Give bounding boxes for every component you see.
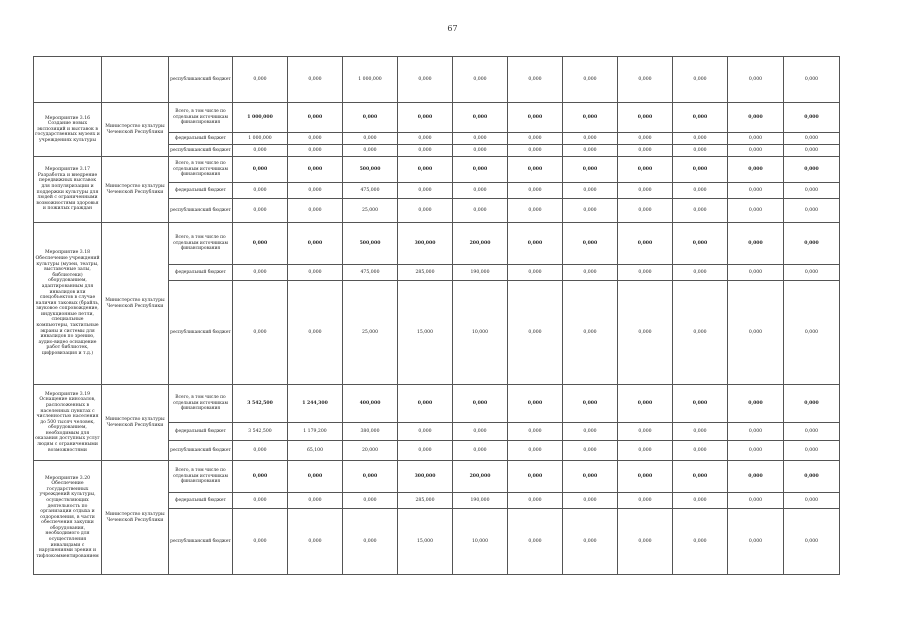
value-cell: 0,000 xyxy=(728,223,784,265)
value-cell: 0,000 xyxy=(784,509,840,575)
value-cell: 0,000 xyxy=(563,223,618,265)
table-row xyxy=(34,57,840,103)
value-cell: 0,000 xyxy=(673,509,728,575)
funding-source-cell: Всего, в том числе по отдельным источникам финансирования xyxy=(169,157,233,183)
value-cell: 0,000 xyxy=(233,157,288,183)
table-row xyxy=(34,157,840,183)
value-cell: 0,000 xyxy=(398,145,453,157)
value-cell: 0,000 xyxy=(618,461,673,493)
value-cell: 1 179,200 xyxy=(288,423,343,441)
funding-source-cell: республиканский бюджет xyxy=(169,145,233,157)
value-cell: 0,000 xyxy=(508,509,563,575)
value-cell: 3 542,500 xyxy=(233,385,288,423)
value-cell: 1 000,000 xyxy=(343,57,398,103)
value-cell: 65,100 xyxy=(288,441,343,461)
value-cell: 0,000 xyxy=(673,385,728,423)
value-cell: 0,000 xyxy=(233,441,288,461)
value-cell: 0,000 xyxy=(233,223,288,265)
value-cell: 0,000 xyxy=(673,145,728,157)
value-cell: 475,000 xyxy=(343,183,398,199)
executor-cell xyxy=(102,57,169,103)
value-cell: 0,000 xyxy=(728,183,784,199)
value-cell: 0,000 xyxy=(728,493,784,509)
value-cell: 0,000 xyxy=(453,133,508,145)
value-cell: 0,000 xyxy=(618,423,673,441)
value-cell: 285,000 xyxy=(398,265,453,281)
value-cell: 0,000 xyxy=(673,133,728,145)
value-cell: 0,000 xyxy=(288,103,343,133)
value-cell: 15,000 xyxy=(398,281,453,385)
value-cell: 0,000 xyxy=(673,103,728,133)
value-cell: 0,000 xyxy=(784,133,840,145)
value-cell: 0,000 xyxy=(618,223,673,265)
value-cell: 0,000 xyxy=(728,281,784,385)
value-cell: 0,000 xyxy=(563,57,618,103)
value-cell: 0,000 xyxy=(288,265,343,281)
value-cell: 0,000 xyxy=(398,385,453,423)
value-cell: 0,000 xyxy=(508,183,563,199)
value-cell: 0,000 xyxy=(398,133,453,145)
value-cell: 0,000 xyxy=(508,385,563,423)
measure-cell: Мероприятие 3.20 Обеспечение государственных учреждений культуры, осуществляющих деятельность по организации отдыха и оздоровления, в части обеспечения закупки оборудования, необходимого для осуществления инвалидами с нарушениями зрения и тифлокомментированием xyxy=(34,461,102,575)
value-cell: 10,000 xyxy=(453,509,508,575)
table-row xyxy=(34,103,840,133)
value-cell: 0,000 xyxy=(288,133,343,145)
value-cell: 0,000 xyxy=(288,493,343,509)
value-cell: 0,000 xyxy=(453,183,508,199)
value-cell: 0,000 xyxy=(288,57,343,103)
executor-cell: Министерство культуры Чеченской Республики xyxy=(102,461,169,575)
value-cell: 0,000 xyxy=(288,509,343,575)
value-cell: 0,000 xyxy=(563,423,618,441)
value-cell: 0,000 xyxy=(233,145,288,157)
value-cell: 0,000 xyxy=(728,265,784,281)
value-cell: 0,000 xyxy=(673,441,728,461)
page-number: 67 xyxy=(447,24,458,33)
value-cell: 3 542,500 xyxy=(233,423,288,441)
funding-source-cell: Всего, в том числе по отдельным источникам финансирования xyxy=(169,223,233,265)
executor-cell: Министерство культуры Чеченской Республики xyxy=(102,157,169,223)
value-cell: 0,000 xyxy=(343,133,398,145)
value-cell: 0,000 xyxy=(728,385,784,423)
value-cell: 0,000 xyxy=(728,145,784,157)
value-cell: 0,000 xyxy=(398,57,453,103)
value-cell: 0,000 xyxy=(673,183,728,199)
value-cell: 0,000 xyxy=(508,199,563,223)
value-cell: 500,000 xyxy=(343,223,398,265)
value-cell: 0,000 xyxy=(288,461,343,493)
value-cell: 0,000 xyxy=(453,157,508,183)
value-cell: 0,000 xyxy=(343,493,398,509)
value-cell: 0,000 xyxy=(673,281,728,385)
value-cell: 0,000 xyxy=(233,57,288,103)
funding-source-cell: республиканский бюджет xyxy=(169,441,233,461)
value-cell: 20,000 xyxy=(343,441,398,461)
value-cell: 0,000 xyxy=(618,103,673,133)
value-cell: 0,000 xyxy=(563,183,618,199)
value-cell: 1 000,000 xyxy=(233,103,288,133)
value-cell: 0,000 xyxy=(508,223,563,265)
value-cell: 0,000 xyxy=(508,493,563,509)
measure-cell: Мероприятие 3.18 Обеспечение учреждений культуры (музеи, театры, выставочные залы, библиотеки) оборудованием, адаптированным для инвалидов или спецобъектов в случае наличия таковых (брайль, звуковое сопровождение, индукционные петли, специальные компьютеры, тактильные экраны и системы для инвалидов по зрению, аудио-видео оснащение работ библиотек, цифровизация и т.д.) xyxy=(34,223,102,385)
value-cell: 0,000 xyxy=(563,441,618,461)
value-cell: 0,000 xyxy=(618,509,673,575)
funding-source-cell: Всего, в том числе по отдельным источникам финансирования xyxy=(169,461,233,493)
value-cell: 0,000 xyxy=(784,385,840,423)
value-cell: 0,000 xyxy=(673,157,728,183)
value-cell: 0,000 xyxy=(563,103,618,133)
value-cell: 0,000 xyxy=(453,103,508,133)
value-cell: 0,000 xyxy=(398,183,453,199)
value-cell: 25,000 xyxy=(343,281,398,385)
executor-cell: Министерство культуры Чеченской Республики xyxy=(102,223,169,385)
measure-cell: Мероприятие 3.19 Оснащение кинозалов, расположенных в населенных пунктах с численностью населения до 500 тысяч человек, оборудованием, необходимым для оказания доступных услуг людям с ограниченными возможностями xyxy=(34,385,102,461)
value-cell: 0,000 xyxy=(618,183,673,199)
value-cell: 1 244,300 xyxy=(288,385,343,423)
value-cell: 0,000 xyxy=(288,183,343,199)
value-cell: 0,000 xyxy=(508,103,563,133)
value-cell: 0,000 xyxy=(398,103,453,133)
value-cell: 0,000 xyxy=(508,441,563,461)
value-cell: 0,000 xyxy=(453,199,508,223)
value-cell: 0,000 xyxy=(673,493,728,509)
value-cell: 300,000 xyxy=(398,461,453,493)
value-cell: 0,000 xyxy=(784,57,840,103)
value-cell: 0,000 xyxy=(508,281,563,385)
value-cell: 0,000 xyxy=(563,461,618,493)
value-cell: 0,000 xyxy=(508,461,563,493)
value-cell: 0,000 xyxy=(563,385,618,423)
funding-source-cell: федеральный бюджет xyxy=(169,183,233,199)
value-cell: 0,000 xyxy=(618,493,673,509)
value-cell: 0,000 xyxy=(784,183,840,199)
value-cell: 0,000 xyxy=(563,157,618,183)
value-cell: 0,000 xyxy=(728,133,784,145)
value-cell: 0,000 xyxy=(453,423,508,441)
value-cell: 0,000 xyxy=(453,57,508,103)
funding-source-cell: республиканский бюджет xyxy=(169,199,233,223)
value-cell: 25,000 xyxy=(343,199,398,223)
value-cell: 0,000 xyxy=(453,441,508,461)
value-cell: 500,000 xyxy=(343,157,398,183)
funding-source-cell: федеральный бюджет xyxy=(169,423,233,441)
measure-cell xyxy=(34,57,102,103)
value-cell: 0,000 xyxy=(728,157,784,183)
value-cell: 0,000 xyxy=(728,423,784,441)
value-cell: 0,000 xyxy=(288,157,343,183)
value-cell: 0,000 xyxy=(618,199,673,223)
value-cell: 10,000 xyxy=(453,281,508,385)
table-row xyxy=(34,385,840,423)
value-cell: 0,000 xyxy=(618,265,673,281)
value-cell: 0,000 xyxy=(398,157,453,183)
funding-source-cell: республиканский бюджет xyxy=(169,281,233,385)
value-cell: 0,000 xyxy=(233,265,288,281)
value-cell: 0,000 xyxy=(728,103,784,133)
measure-cell: Мероприятие 3.17 Разработка и внедрение передвижных выставок для популяризации и поддержки культуры для людей с ограниченными возможностями здоровья и пожилых граждан xyxy=(34,157,102,223)
value-cell: 0,000 xyxy=(784,423,840,441)
value-cell: 0,000 xyxy=(453,145,508,157)
value-cell: 0,000 xyxy=(508,265,563,281)
value-cell: 0,000 xyxy=(618,145,673,157)
value-cell: 1 000,000 xyxy=(233,133,288,145)
value-cell: 190,000 xyxy=(453,493,508,509)
value-cell: 0,000 xyxy=(343,145,398,157)
value-cell: 0,000 xyxy=(784,199,840,223)
value-cell: 0,000 xyxy=(563,281,618,385)
value-cell: 0,000 xyxy=(563,265,618,281)
executor-cell: Министерство культуры Чеченской Республики xyxy=(102,103,169,157)
value-cell: 300,000 xyxy=(398,223,453,265)
value-cell: 0,000 xyxy=(618,157,673,183)
value-cell: 0,000 xyxy=(453,385,508,423)
value-cell: 0,000 xyxy=(233,509,288,575)
value-cell: 0,000 xyxy=(618,133,673,145)
value-cell: 0,000 xyxy=(233,281,288,385)
value-cell: 0,000 xyxy=(784,157,840,183)
value-cell: 0,000 xyxy=(673,223,728,265)
value-cell: 0,000 xyxy=(673,57,728,103)
executor-cell: Министерство культуры Чеченской Республики xyxy=(102,385,169,461)
value-cell: 0,000 xyxy=(343,509,398,575)
funding-source-cell: Всего, в том числе по отдельным источникам финансирования xyxy=(169,385,233,423)
value-cell: 0,000 xyxy=(288,223,343,265)
value-cell: 0,000 xyxy=(343,461,398,493)
value-cell: 0,000 xyxy=(508,145,563,157)
value-cell: 0,000 xyxy=(398,423,453,441)
value-cell: 0,000 xyxy=(343,103,398,133)
table-row xyxy=(34,223,840,265)
value-cell: 0,000 xyxy=(563,493,618,509)
value-cell: 0,000 xyxy=(728,461,784,493)
value-cell: 0,000 xyxy=(563,145,618,157)
value-cell: 0,000 xyxy=(784,103,840,133)
value-cell: 0,000 xyxy=(618,57,673,103)
value-cell: 0,000 xyxy=(784,281,840,385)
funding-source-cell: республиканский бюджет xyxy=(169,509,233,575)
value-cell: 0,000 xyxy=(508,57,563,103)
value-cell: 400,000 xyxy=(343,385,398,423)
value-cell: 190,000 xyxy=(453,265,508,281)
value-cell: 380,000 xyxy=(343,423,398,441)
value-cell: 0,000 xyxy=(233,461,288,493)
funding-source-cell: Всего, в том числе по отдельным источникам финансирования xyxy=(169,103,233,133)
value-cell: 0,000 xyxy=(288,145,343,157)
value-cell: 0,000 xyxy=(508,423,563,441)
value-cell: 15,000 xyxy=(398,509,453,575)
value-cell: 0,000 xyxy=(508,157,563,183)
value-cell: 0,000 xyxy=(728,441,784,461)
value-cell: 0,000 xyxy=(288,281,343,385)
value-cell: 0,000 xyxy=(673,199,728,223)
funding-source-cell: федеральный бюджет xyxy=(169,133,233,145)
value-cell: 0,000 xyxy=(618,441,673,461)
value-cell: 0,000 xyxy=(728,509,784,575)
value-cell: 0,000 xyxy=(233,199,288,223)
value-cell: 0,000 xyxy=(673,423,728,441)
value-cell: 0,000 xyxy=(618,385,673,423)
budget-table xyxy=(33,56,840,575)
value-cell: 285,000 xyxy=(398,493,453,509)
value-cell: 0,000 xyxy=(563,199,618,223)
value-cell: 0,000 xyxy=(563,133,618,145)
funding-source-cell: федеральный бюджет xyxy=(169,265,233,281)
value-cell: 0,000 xyxy=(784,461,840,493)
table-row xyxy=(34,461,840,493)
value-cell: 0,000 xyxy=(784,265,840,281)
value-cell: 0,000 xyxy=(673,265,728,281)
value-cell: 0,000 xyxy=(784,493,840,509)
value-cell: 0,000 xyxy=(673,461,728,493)
value-cell: 200,000 xyxy=(453,223,508,265)
value-cell: 0,000 xyxy=(233,183,288,199)
value-cell: 0,000 xyxy=(563,509,618,575)
value-cell: 0,000 xyxy=(784,441,840,461)
value-cell: 0,000 xyxy=(508,133,563,145)
value-cell: 0,000 xyxy=(784,223,840,265)
measure-cell: Мероприятие 3.16 Создание новых экспозиций и выставок в государственных музеях и учреждениях культуры xyxy=(34,103,102,157)
value-cell: 475,000 xyxy=(343,265,398,281)
funding-source-cell: федеральный бюджет xyxy=(169,493,233,509)
value-cell: 0,000 xyxy=(398,199,453,223)
value-cell: 0,000 xyxy=(398,441,453,461)
value-cell: 0,000 xyxy=(618,281,673,385)
value-cell: 0,000 xyxy=(728,199,784,223)
value-cell: 0,000 xyxy=(728,57,784,103)
value-cell: 0,000 xyxy=(233,493,288,509)
value-cell: 0,000 xyxy=(288,199,343,223)
value-cell: 0,000 xyxy=(784,145,840,157)
value-cell: 200,000 xyxy=(453,461,508,493)
funding-source-cell: республиканский бюджет xyxy=(169,57,233,103)
